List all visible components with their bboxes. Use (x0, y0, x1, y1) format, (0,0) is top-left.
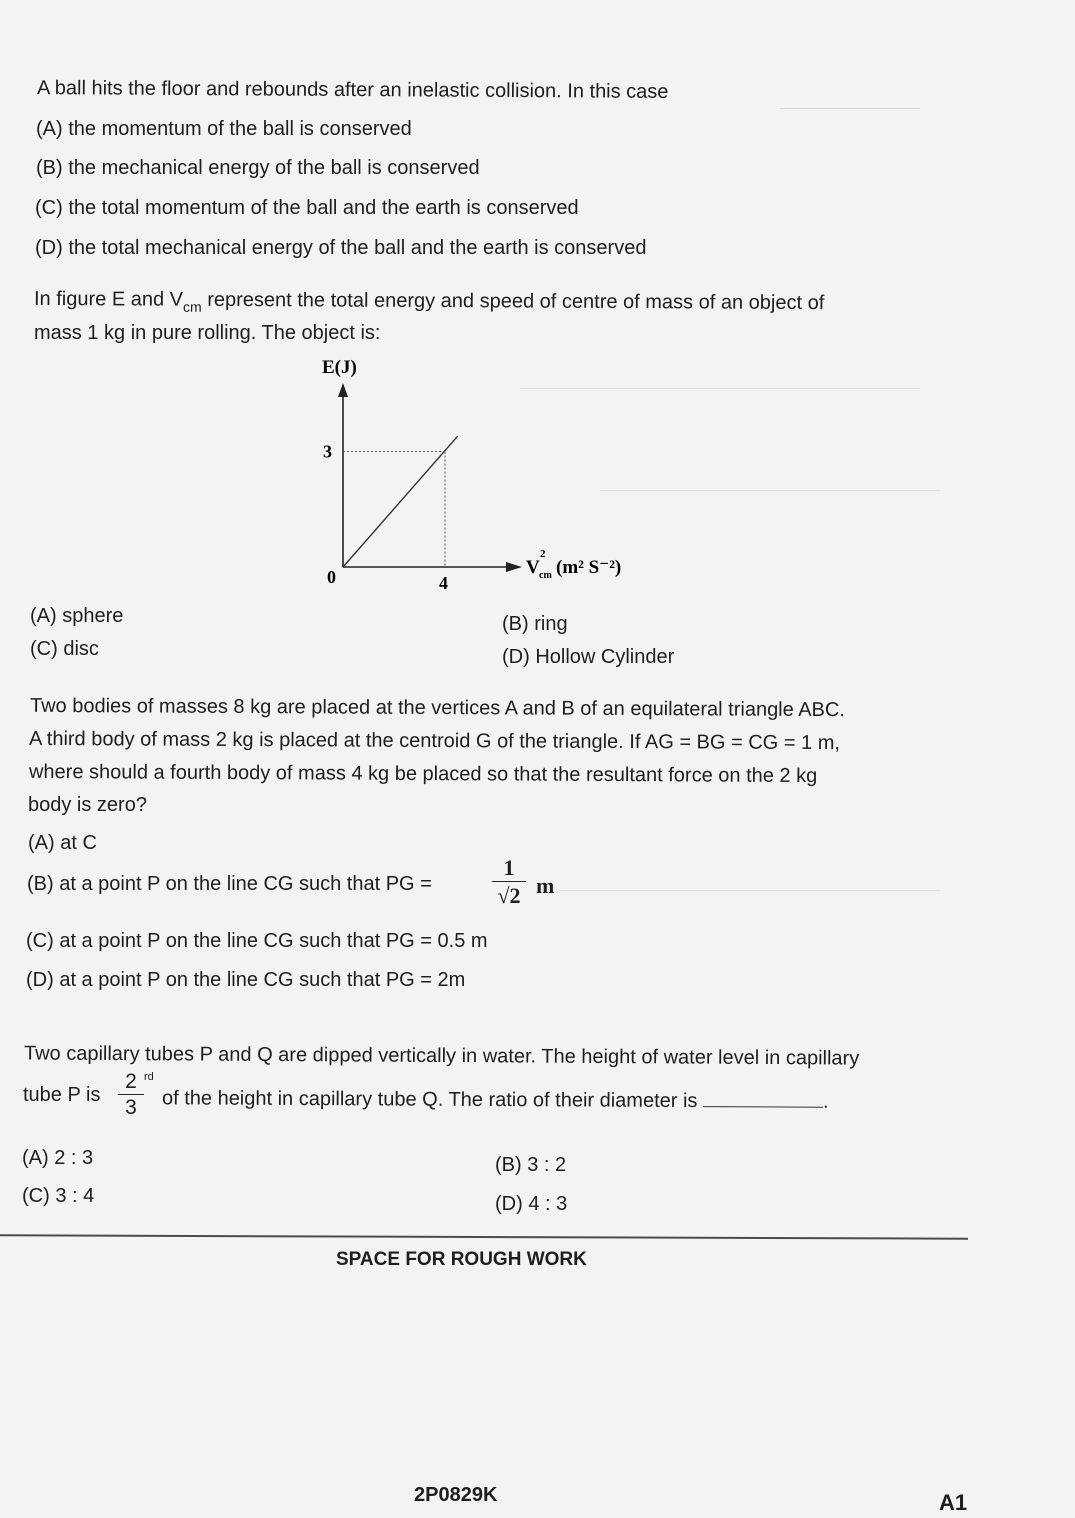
question-3-stem-line2: A third body of mass 2 kg is placed at the centroid G of the triangle. If AG = BG = CG = 1 m, (28, 727, 841, 755)
question-2-stem-line1 (34, 287, 824, 322)
question-4-option-d: (D) 4 : 3 (495, 1193, 568, 1215)
question-1-option-b: (B) the mechanical energy of the ball is conserved (36, 157, 480, 179)
question-2-stem-subscript: cm (182, 298, 202, 315)
energy-speed-graph (300, 345, 660, 595)
question-4-fraction (118, 1070, 144, 1121)
answer-blank (703, 1088, 823, 1108)
x-axis-label-subscript: cm (539, 570, 552, 581)
page-number: A1 (939, 1490, 968, 1515)
section-divider (0, 1234, 968, 1239)
question-4-option-a: (A) 2 : 3 (22, 1147, 94, 1169)
y-axis-arrow (338, 383, 348, 397)
question-1-option-a: (A) the momentum of the ball is conserved (36, 118, 412, 140)
question-3-option-a: (A) at C (28, 832, 97, 854)
question-2-stem-text-continued: represent the total energy and speed of centre of mass of an object of (201, 288, 825, 315)
x-axis-label-units: (m² S⁻²) (556, 557, 622, 578)
question-4-option-b: (B) 3 : 2 (495, 1154, 567, 1176)
question-2-option-b: (B) ring (502, 613, 568, 635)
y-axis-label: E(J) (322, 357, 357, 378)
fraction-numerator: 2 (125, 1070, 137, 1093)
question-3-option-c: (C) at a point P on the line CG such that PG = 0.5 m (26, 930, 488, 952)
paper-code: 2P0829K (414, 1484, 498, 1506)
question-3-option-b-fraction (492, 855, 526, 910)
bleed-through-mark (560, 870, 940, 891)
fraction-denominator: 3 (118, 1094, 144, 1121)
question-4-stem-line1: Two capillary tubes P and Q are dipped vertically in water. The height of water level in capillary (23, 1042, 860, 1070)
question-4-stem-line2-start: tube P is (23, 1084, 101, 1106)
question-3-stem-line4: body is zero? (28, 794, 147, 816)
question-1-stem: A ball hits the floor and rebounds after an inelastic collision. In this case (36, 77, 669, 103)
question-4-stem-end: . (822, 1090, 829, 1113)
x-axis-label-main: V (526, 557, 540, 578)
x-axis-label-superscript: 2 (540, 548, 546, 560)
origin-label: 0 (327, 567, 336, 587)
question-2-stem-line2: mass 1 kg in pure rolling. The object is: (34, 322, 381, 344)
fraction-numerator: 1 (503, 855, 515, 880)
question-3-option-b-text: (B) at a point P on the line CG such that PG = (27, 873, 432, 895)
question-2-stem-text: In figure E and V (33, 287, 184, 311)
question-2-option-d: (D) Hollow Cylinder (502, 646, 675, 668)
question-3-option-b (27, 872, 432, 896)
rough-work-heading: SPACE FOR ROUGH WORK (336, 1249, 587, 1270)
x-tick-label: 4 (439, 573, 448, 593)
x-axis-arrow (506, 562, 522, 572)
series-line (343, 436, 458, 567)
question-1-option-d: (D) the total mechanical energy of the ball and the earth is conserved (35, 237, 647, 259)
question-4-option-c: (C) 3 : 4 (22, 1185, 95, 1207)
fraction-denominator: √2 (492, 881, 526, 910)
question-4-stem-text: of the height in capillary tube Q. The ratio of their diameter is (161, 1087, 698, 1113)
question-1-option-c: (C) the total momentum of the ball and the earth is conserved (35, 197, 579, 219)
question-4-stem-line2-rest (162, 1085, 829, 1113)
question-3-option-b-unit: m (536, 873, 555, 898)
question-4-fraction-superscript: rd (144, 1071, 154, 1083)
y-tick-label: 3 (323, 441, 332, 462)
question-3-stem-line1: Two bodies of masses 8 kg are placed at the vertices A and B of an equilateral triangle ABC. (29, 694, 845, 722)
question-3-stem-line3: where should a fourth body of mass 4 kg be placed so that the resultant force on the 2 kg (28, 760, 818, 788)
question-2-option-c: (C) disc (30, 638, 99, 660)
bleed-through-mark (780, 88, 920, 109)
x-axis-label (526, 557, 540, 578)
question-3-option-d: (D) at a point P on the line CG such that PG = 2m (26, 969, 466, 991)
question-2-option-a: (A) sphere (30, 605, 124, 627)
